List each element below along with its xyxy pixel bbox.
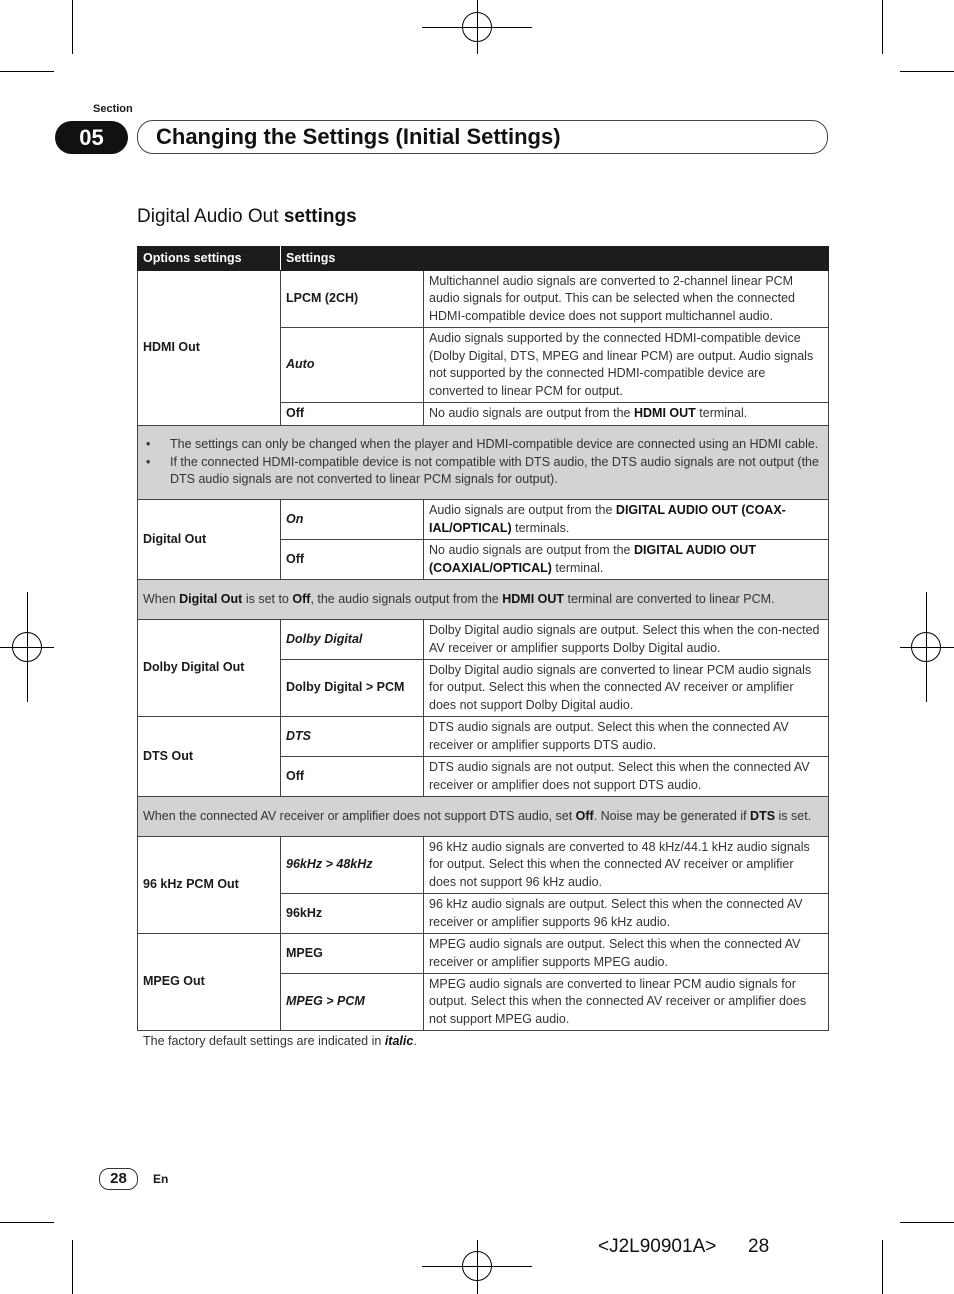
page-title (137, 206, 357, 228)
setting-description (424, 500, 829, 540)
note-item: • The settings can only be changed when the player and HDMI-compatible device are connected using an HDMI cable. (143, 436, 823, 454)
registration-circle (462, 1251, 492, 1281)
option-hdmi-out: HDMI Out (138, 271, 281, 426)
note-text: When the connected AV receiver or amplifier does not support DTS audio, set (143, 808, 576, 823)
table-row (138, 271, 829, 328)
desc-bold: DIGITAL AUDIO OUT (COAX-IAL/OPTICAL) (429, 503, 786, 535)
setting-value: DTS (281, 717, 424, 757)
crop-mark (900, 1222, 954, 1223)
setting-value: Auto (281, 328, 424, 403)
crop-mark (72, 1240, 73, 1294)
document-code: <J2L90901A> (598, 1236, 717, 1257)
chapter-title-box (137, 120, 828, 154)
desc-text: terminal. (551, 560, 604, 575)
section-number-badge: 05 (55, 121, 128, 154)
desc-text: Audio signals are output from the (429, 503, 616, 517)
setting-description: DTS audio signals are output. Select this when the connected AV receiver or amplifier supports DTS audio. (424, 717, 829, 757)
crop-mark (900, 71, 954, 72)
setting-description: 96 kHz audio signals are output. Select this when the connected AV receiver or amplifier supports 96 kHz audio. (424, 894, 829, 934)
desc-text: No audio signals are output from the (429, 543, 634, 557)
registration-circle (12, 632, 42, 662)
language-label: En (153, 1172, 169, 1186)
note-item: • If the connected HDMI-compatible device is not compatible with DTS audio, the DTS audio signals are not output (the DTS audio signals are not converted to linear PCM signals for output). (143, 454, 823, 489)
setting-description (424, 403, 829, 426)
desc-text: terminal. (695, 406, 748, 421)
note-text: is set to (242, 591, 293, 606)
option-96khz-pcm-out: 96 kHz PCM Out (138, 837, 281, 934)
settings-table (137, 246, 829, 1031)
note-text: is set. (775, 808, 812, 823)
option-dolby-digital-out: Dolby Digital Out (138, 620, 281, 717)
header-settings: Settings (281, 247, 829, 271)
registration-circle (911, 632, 941, 662)
setting-value: Off (281, 403, 424, 426)
note-bold: Digital Out (179, 591, 243, 606)
setting-description: MPEG audio signals are output. Select this when the connected AV receiver or amplifier supports MPEG audio. (424, 934, 829, 974)
document-page-number: 28 (748, 1236, 770, 1257)
setting-value: On (281, 500, 424, 540)
table-header-row (138, 247, 829, 271)
header-options: Options settings (138, 247, 281, 271)
note-bold: Off (575, 808, 594, 823)
section-label: Section (93, 103, 133, 115)
registration-circle (462, 12, 492, 42)
note-bold: Off (292, 591, 311, 606)
note-text: , the audio signals output from the (310, 591, 503, 606)
note-text: . Noise may be generated if (593, 808, 751, 823)
setting-description: MPEG audio signals are converted to linear PCM audio signals for output. Select this when the connected AV receiver or amplifier does not support MPEG audio. (424, 974, 829, 1031)
crop-mark (882, 1240, 883, 1294)
page-title-regular: Digital Audio Out (137, 206, 284, 227)
footnote-italic: italic (384, 1034, 414, 1048)
chapter-title: Changing the Settings (Initial Settings) (156, 124, 561, 149)
setting-description: 96 kHz audio signals are converted to 48 kHz/44.1 kHz audio signals for output. Select this when the connected AV receiver or amplifier does not support 96 kHz audio. (424, 837, 829, 894)
page-title-bold: settings (283, 206, 357, 227)
setting-description: Audio signals supported by the connected HDMI-compatible device (Dolby Digital, DTS, MPEG and linear PCM) are output. Audio signals not supported by the connected HDMI-compatible device are converted to linear PCM for output. (424, 328, 829, 403)
setting-value: 96kHz > 48kHz (281, 837, 424, 894)
setting-value: Dolby Digital > PCM (281, 660, 424, 717)
crop-mark (72, 0, 73, 54)
crop-mark (882, 0, 883, 54)
table-row (138, 500, 829, 540)
page-number-badge: 28 (99, 1168, 138, 1190)
table-row (138, 837, 829, 894)
option-digital-out: Digital Out (138, 500, 281, 580)
setting-description: Dolby Digital audio signals are converted to linear PCM audio signals for output. Select this when the connected AV receiver or amplifier does not support Dolby Digital audio. (424, 660, 829, 717)
setting-value: MPEG > PCM (281, 974, 424, 1031)
note-row (138, 580, 829, 620)
hdmi-notes (138, 426, 829, 500)
setting-value: 96kHz (281, 894, 424, 934)
digital-out-note (138, 580, 829, 620)
footnote-text: The factory default settings are indicated in (143, 1034, 385, 1048)
note-bold: DTS (750, 808, 776, 823)
footnote-end: . (413, 1034, 417, 1048)
table-row (138, 620, 829, 660)
note-row (138, 426, 829, 500)
desc-text: No audio signals are output from the (429, 406, 634, 421)
setting-value: LPCM (2CH) (281, 271, 424, 328)
setting-value: Off (281, 540, 424, 580)
setting-description: DTS audio signals are not output. Select this when the connected AV receiver or amplifier does not support DTS audio. (424, 757, 829, 797)
note-bold: HDMI OUT (502, 591, 565, 606)
desc-bold: HDMI OUT (633, 406, 696, 421)
desc-bold: DIGITAL AUDIO OUT (COAXIAL/OPTICAL) (429, 543, 756, 575)
setting-description: Multichannel audio signals are converted to 2-channel linear PCM audio signals for output. This can be selected when the connected HDMI-compatible device does not support multichannel audio. (424, 271, 829, 328)
note-list (143, 436, 823, 489)
crop-mark (0, 1222, 54, 1223)
note-text: terminal are converted to linear PCM. (564, 591, 775, 606)
dts-out-note (138, 797, 829, 837)
option-mpeg-out: MPEG Out (138, 934, 281, 1031)
setting-value: MPEG (281, 934, 424, 974)
default-settings-footnote (143, 1034, 417, 1048)
desc-text: terminals. (511, 520, 570, 535)
table-row (138, 717, 829, 757)
note-text: When (143, 591, 180, 606)
option-dts-out: DTS Out (138, 717, 281, 797)
setting-description (424, 540, 829, 580)
setting-description: Dolby Digital audio signals are output. Select this when the con-nected AV receiver or amplifier supports Dolby Digital audio. (424, 620, 829, 660)
crop-mark (0, 71, 54, 72)
note-row (138, 797, 829, 837)
table-row (138, 934, 829, 974)
setting-value: Dolby Digital (281, 620, 424, 660)
setting-value: Off (281, 757, 424, 797)
